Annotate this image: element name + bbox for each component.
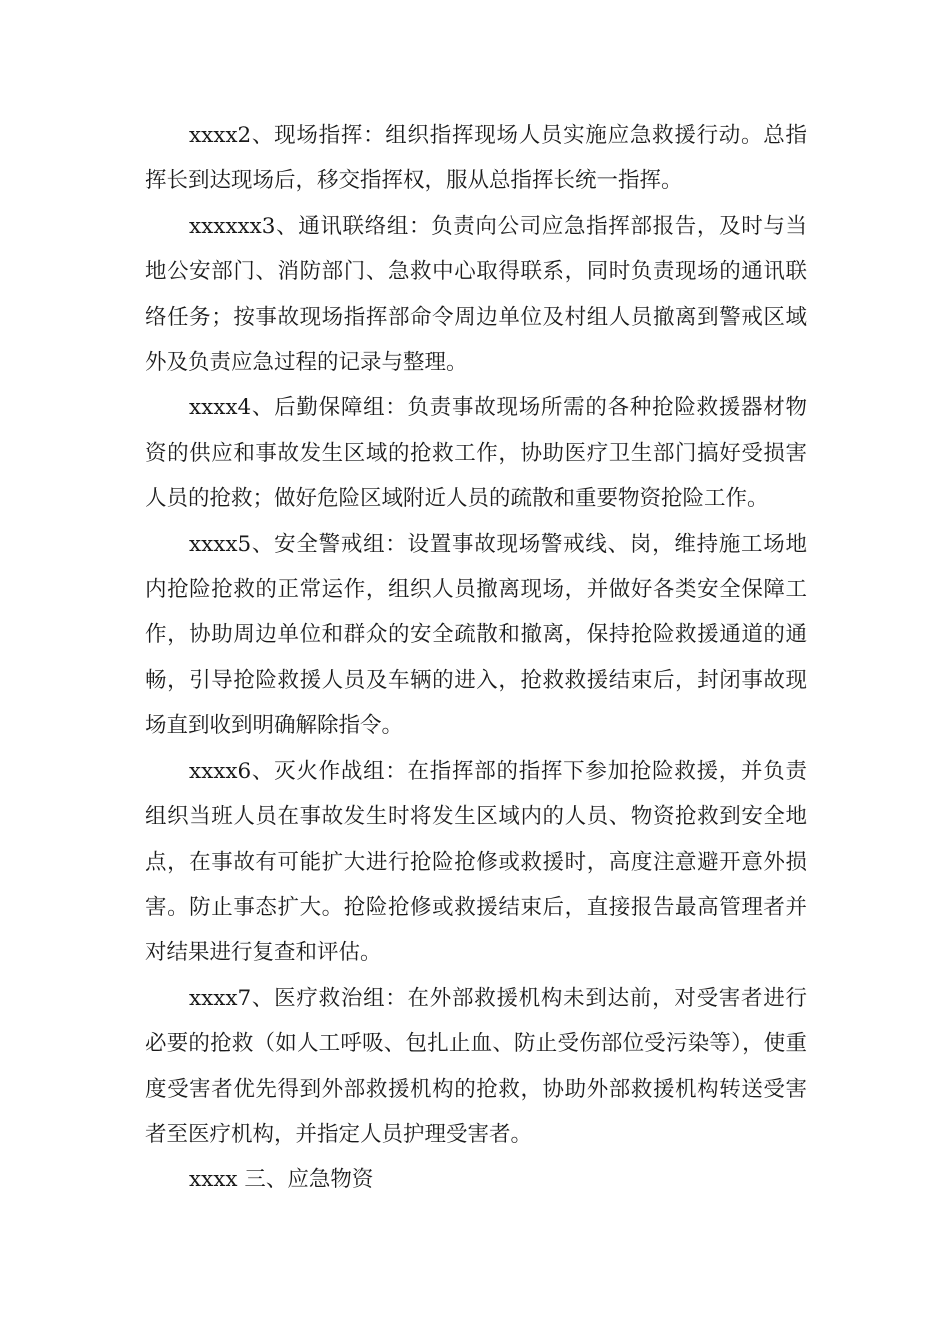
- paragraph-medical-group: xxxx7、医疗救治组：在外部救援机构未到达前，对受害者进行必要的抢救（如人工呼吸、包扎止血、防止受伤部位受污染等），使重度受害者优先得到外部救援机构的抢救，协助外部救援机构转送受害者至医疗机构，并指定人员护理受害者。: [145, 985, 807, 1147]
- paragraph-firefighting-group: xxxx6、灭火作战组：在指挥部的指挥下参加抢险救援，并负责组织当班人员在事故发生时将发生区域内的人员、物资抢救到安全地点，在事故有可能扩大进行抢险抢修或救援时，高度注意避开意外损害。防止事态扩大。抢险抢修或救援结束后，直接报告最高管理者并对结果进行复查和评估。: [145, 758, 807, 966]
- paragraph-site-command: xxxx2、现场指挥：组织指挥现场人员实施应急救援行动。总指挥长到达现场后，移交指挥权，服从总指挥长统一指挥。: [145, 123, 807, 194]
- paragraph-security-group: xxxx5、安全警戒组：设置事故现场警戒线、岗，维持施工场地内抢险抢救的正常运作，组织人员撤离现场，并做好各类安全保障工作，协助周边单位和群众的安全疏散和撤离，保持抢险救援通道的通畅，引导抢险救援人员及车辆的进入，抢救救援结束后，封闭事故现场直到收到明确解除指令。: [145, 531, 807, 739]
- section-heading-emergency-supplies: xxxx 三、应急物资: [189, 1167, 374, 1193]
- document-body: [145, 113, 807, 1203]
- paragraph-communication-group: xxxxxx3、通讯联络组：负责向公司应急指挥部报告，及时与当地公安部门、消防部门、急救中心取得联系，同时负责现场的通讯联络任务；按事故现场指挥部命令周边单位及村组人员撤离到警戒区域外及负责应急过程的记录与整理。: [145, 213, 807, 376]
- paragraph-logistics-group: xxxx4、后勤保障组：负责事故现场所需的各种抢险救援器材物资的供应和事故发生区域的抢救工作，协助医疗卫生部门搞好受损害人员的抢救；做好危险区域附近人员的疏散和重要物资抢险工作。: [145, 395, 807, 512]
